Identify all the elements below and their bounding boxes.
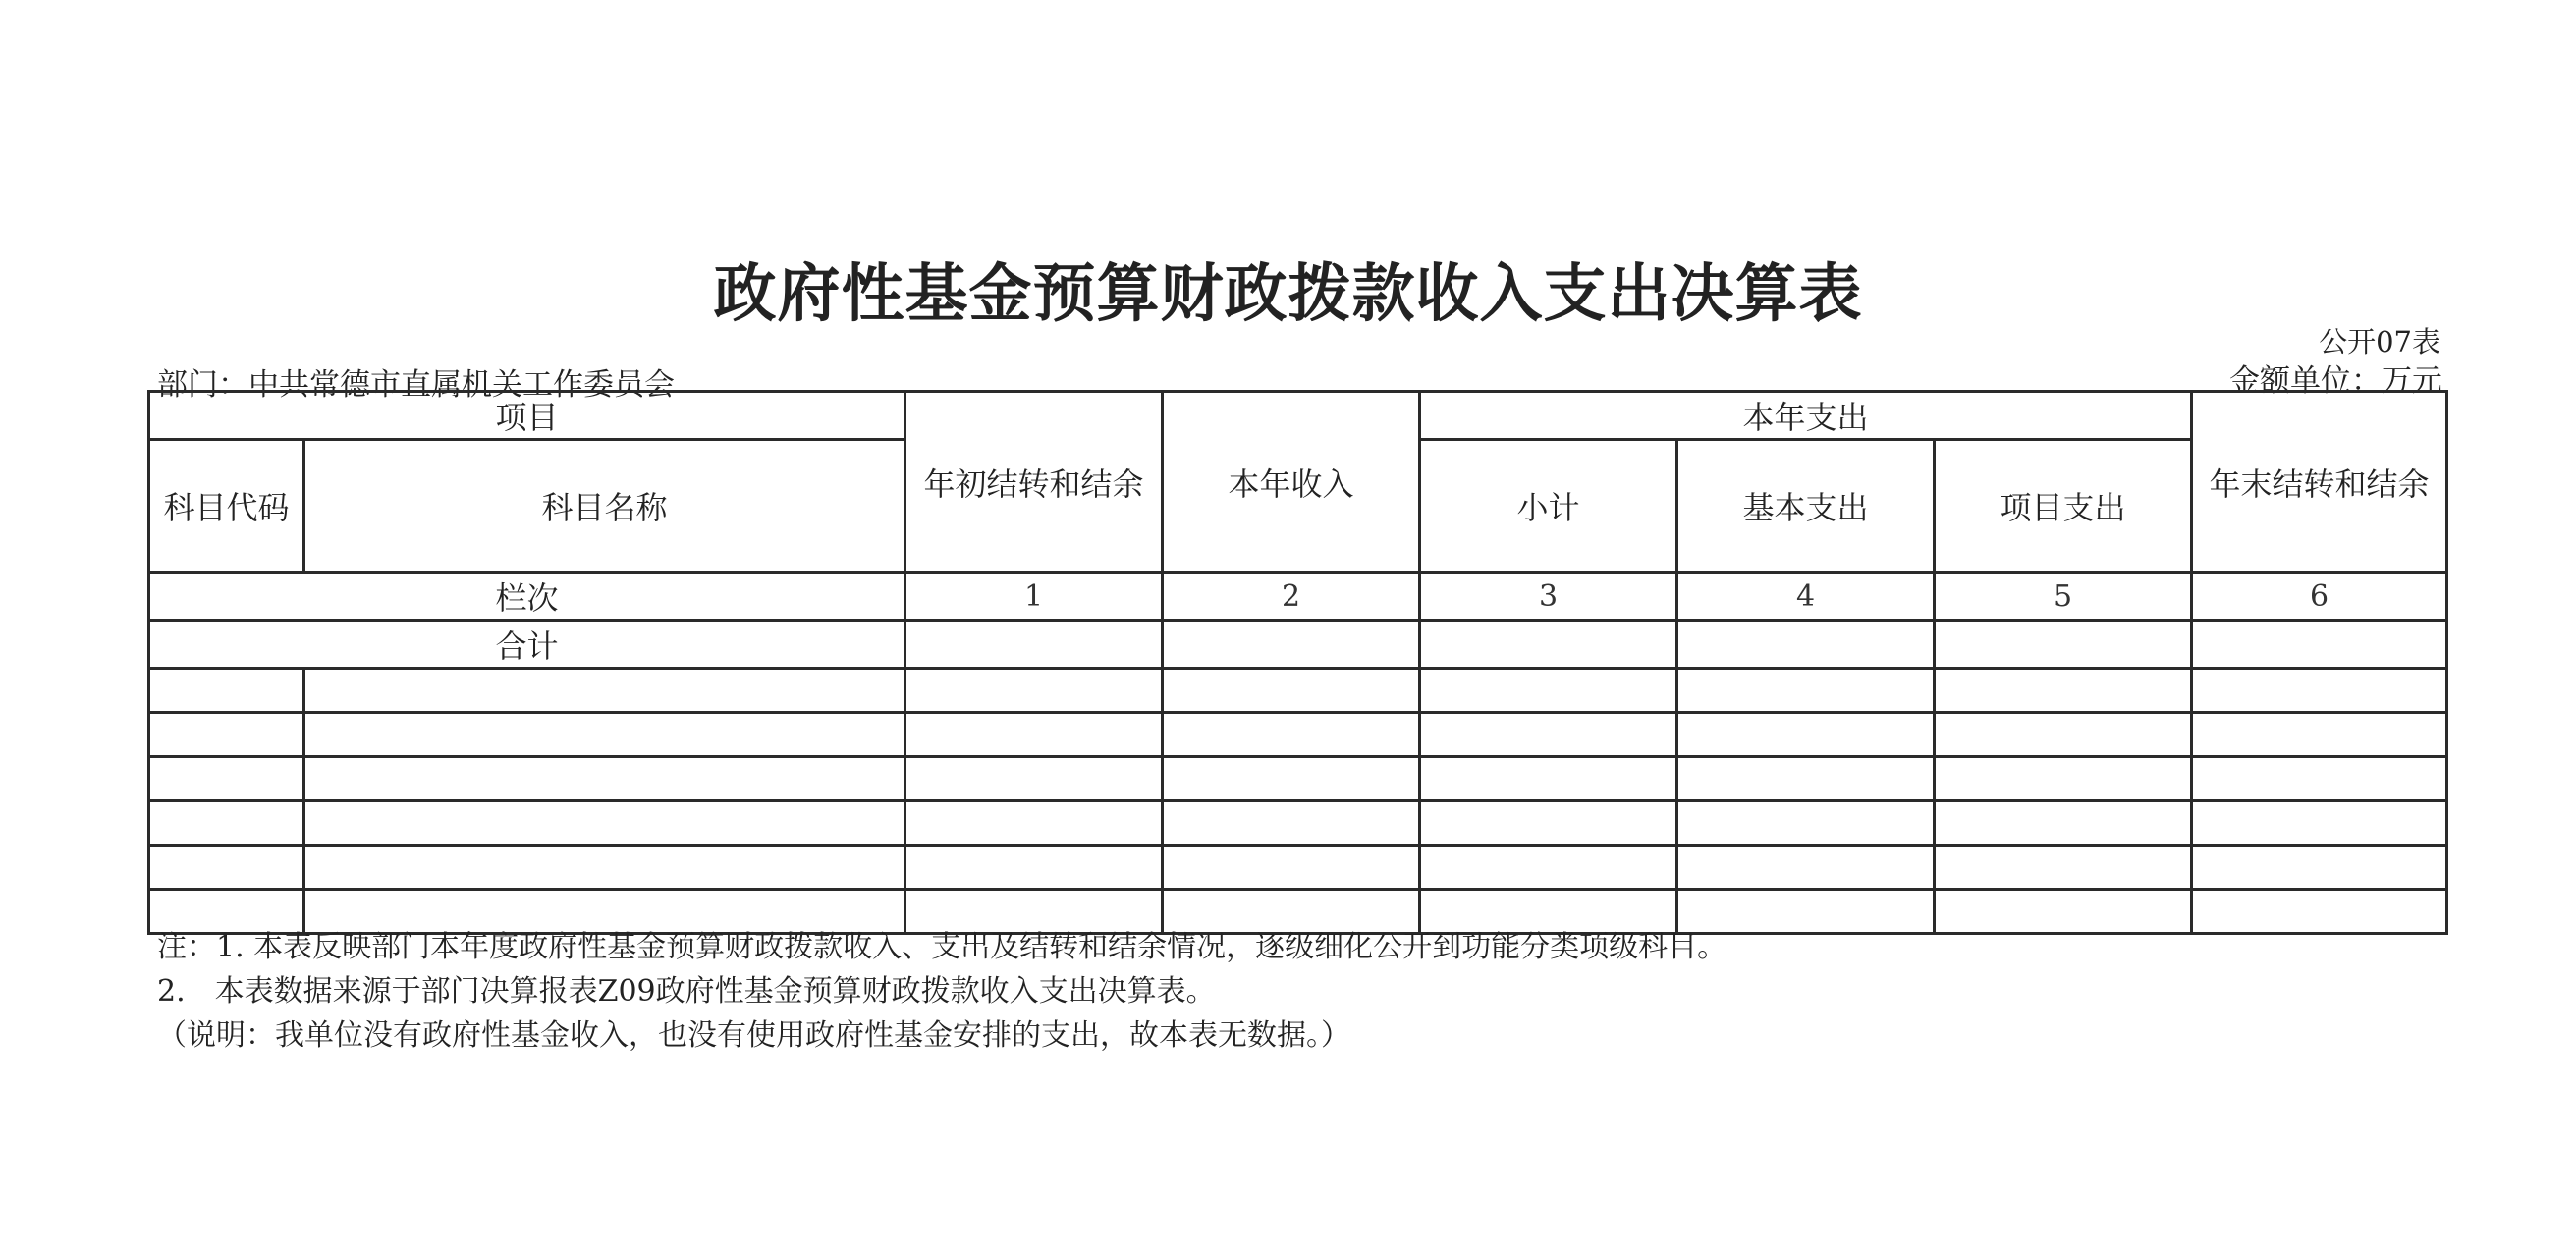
total-cell [1935, 621, 2192, 669]
budget-table [147, 390, 2448, 935]
header-subtotal: 小计 [1420, 440, 1677, 573]
header-opening-balance: 年初结转和结余 [905, 392, 1163, 573]
table-row [149, 801, 2447, 846]
table-cell [149, 801, 304, 846]
column-number-2: 2 [1163, 573, 1420, 621]
header-subject-name: 科目名称 [304, 440, 905, 573]
notes-section [157, 925, 1726, 1058]
total-row [149, 621, 2447, 669]
table-cell [304, 669, 905, 713]
table-cell [1935, 890, 2192, 934]
table-cell [905, 713, 1163, 757]
column-number-5: 5 [1935, 573, 2192, 621]
table-cell [1677, 801, 1935, 846]
table-cell [149, 757, 304, 801]
total-cell [905, 621, 1163, 669]
page-title: 政府性基金预算财政拨款收入支出决算表 [713, 258, 1863, 331]
table-cell [304, 757, 905, 801]
header-closing-balance: 年末结转和结余 [2192, 392, 2447, 573]
table-cell [2192, 801, 2447, 846]
table-row [149, 713, 2447, 757]
table-cell [304, 846, 905, 890]
table-cell [304, 801, 905, 846]
header-project-expense: 项目支出 [1935, 440, 2192, 573]
table-cell [1420, 846, 1677, 890]
total-cell [2192, 621, 2447, 669]
table-cell [2192, 757, 2447, 801]
header-current-income: 本年收入 [1163, 392, 1420, 573]
column-number-3: 3 [1420, 573, 1677, 621]
table-cell [2192, 846, 2447, 890]
table-cell [1163, 846, 1420, 890]
table-cell [1420, 757, 1677, 801]
total-cell [1420, 621, 1677, 669]
table-cell [2192, 713, 2447, 757]
table-cell [2192, 890, 2447, 934]
table-cell [1420, 713, 1677, 757]
table-row [149, 846, 2447, 890]
note-line-1: 注：1. 本表反映部门本年度政府性基金预算财政拨款收入、支出及结转和结余情况，逐级细化公开到功能分类项级科目。 [157, 930, 1727, 964]
header-project: 项目 [149, 392, 905, 440]
table-cell [1163, 801, 1420, 846]
column-number-4: 4 [1677, 573, 1935, 621]
note-line-2: 2. 本表数据来源于部门决算报表Z09政府性基金预算财政拨款收入支出决算表。 [157, 974, 1216, 1009]
table-cell [1677, 757, 1935, 801]
form-number: 公开07表 [2319, 325, 2440, 358]
table-cell [1677, 846, 1935, 890]
table-cell [1677, 713, 1935, 757]
total-label: 合计 [149, 621, 905, 669]
note-line-3: （说明：我单位没有政府性基金收入，也没有使用政府性基金安排的支出，故本表无数据。） [157, 1018, 1350, 1053]
table-cell [1163, 669, 1420, 713]
table-cell [1420, 801, 1677, 846]
table-cell [1420, 669, 1677, 713]
column-number-6: 6 [2192, 573, 2447, 621]
table-cell [1163, 757, 1420, 801]
table-cell [1935, 846, 2192, 890]
table-cell [1935, 801, 2192, 846]
department-label: 部门：中共常德市直属机关工作委员会 [157, 367, 675, 403]
table-row [149, 757, 2447, 801]
amount-unit-label: 金额单位：万元 [2229, 363, 2442, 399]
header-subject-code: 科目代码 [149, 440, 304, 573]
column-number-row [149, 573, 2447, 621]
table-cell [905, 757, 1163, 801]
total-cell [1163, 621, 1420, 669]
total-cell [1677, 621, 1935, 669]
column-number-1: 1 [905, 573, 1163, 621]
table-cell [1935, 669, 2192, 713]
table-cell [1163, 713, 1420, 757]
table-cell [149, 846, 304, 890]
table-cell [149, 713, 304, 757]
table-row [149, 669, 2447, 713]
table-cell [149, 669, 304, 713]
column-number-label: 栏次 [149, 573, 905, 621]
table-cell [1677, 669, 1935, 713]
table-cell [905, 846, 1163, 890]
header-basic-expense: 基本支出 [1677, 440, 1935, 573]
table-cell [2192, 669, 2447, 713]
table-cell [905, 669, 1163, 713]
table-cell [304, 713, 905, 757]
table-cell [905, 801, 1163, 846]
header-current-expense: 本年支出 [1420, 392, 2192, 440]
table-cell [1935, 713, 2192, 757]
table-cell [1935, 757, 2192, 801]
